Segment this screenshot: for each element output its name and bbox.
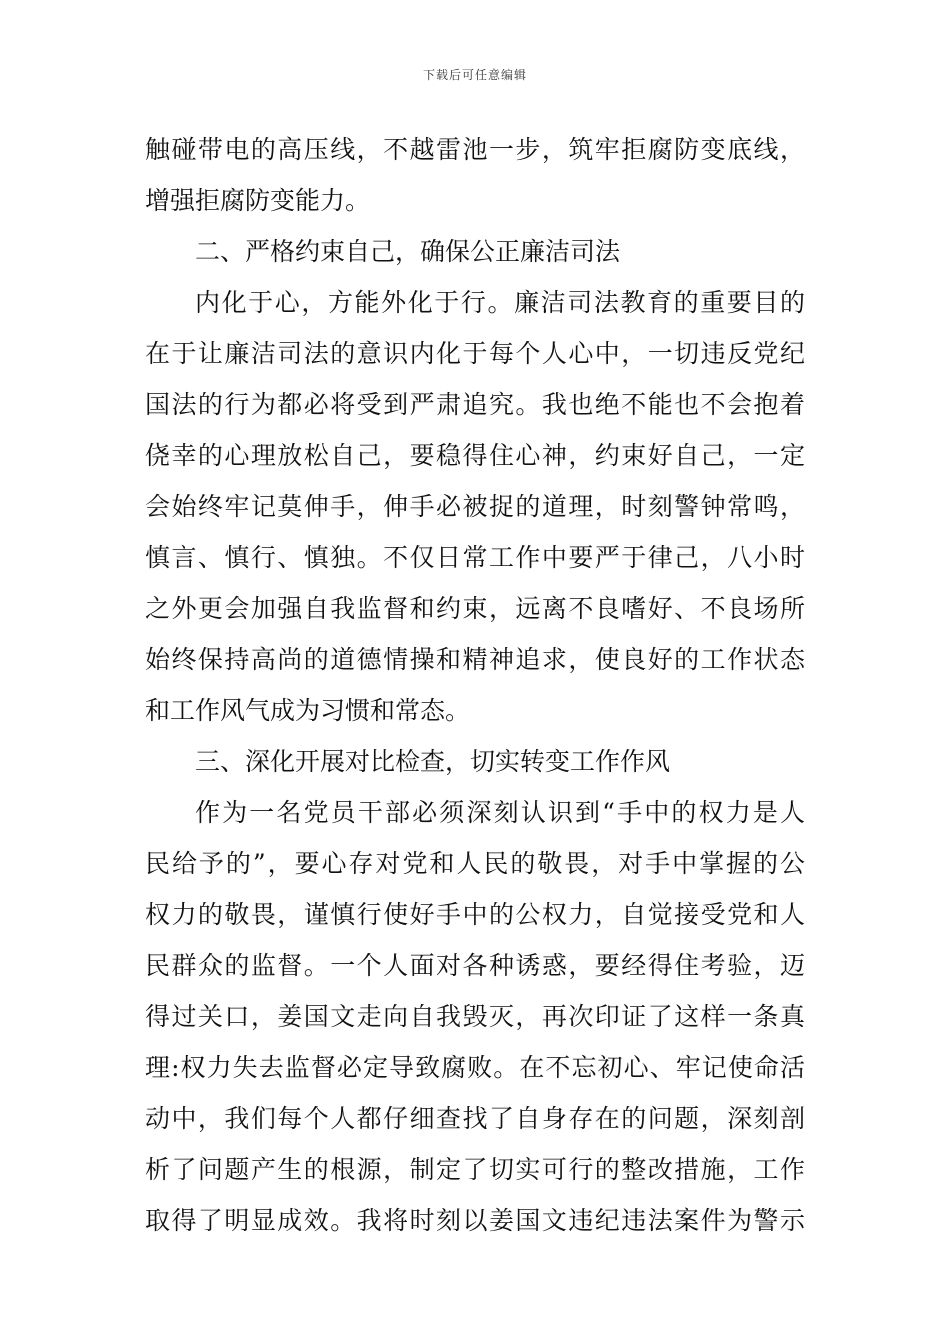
text-line: 动中，我们每个人都仔细查找了自身存在的问题，深刻剖: [145, 1104, 805, 1133]
text-line: 内化于心，方能外化于行。廉洁司法教育的重要目的: [195, 288, 805, 317]
text-line: 会始终牢记莫伸手，伸手必被捉的道理，时刻警钟常鸣，: [145, 492, 805, 521]
text-line: 侥幸的心理放松自己，要稳得住心神，约束好自己，一定: [145, 441, 805, 470]
text-line: 触碰带电的高压线，不越雷池一步，筑牢拒腐防变底线，: [145, 135, 805, 164]
text-line: 民群众的监督。一个人面对各种诱惑，要经得住考验，迈: [145, 951, 805, 980]
text-line: 民给予的”，要心存对党和人民的敬畏，对手中掌握的公: [145, 849, 805, 878]
text-line: 之外更会加强自我监督和约束，远离不良嗜好、不良场所: [145, 594, 805, 623]
text-line: 慎言、慎行、慎独。不仅日常工作中要严于律己，八小时: [145, 543, 805, 572]
text-line: 理:权力失去监督必定导致腐败。在不忘初心、牢记使命活: [145, 1053, 805, 1082]
document-body: [145, 124, 805, 1246]
text-line: 和工作风气成为习惯和常态。: [145, 696, 471, 725]
text-line: 取得了明显成效。我将时刻以姜国文违纪违法案件为警示: [145, 1206, 805, 1235]
text-line: 国法的行为都必将受到严肃追究。我也绝不能也不会抱着: [145, 390, 805, 419]
page-header: 下载后可任意编辑: [422, 68, 527, 82]
text-line: 在于让廉洁司法的意识内化于每个人心中，一切违反党纪: [145, 339, 805, 368]
text-line: 析了问题产生的根源，制定了切实可行的整改措施，工作: [145, 1155, 805, 1184]
text-line: 二、严格约束自己，确保公正廉洁司法: [195, 237, 621, 266]
text-line: 得过关口，姜国文走向自我毁灭，再次印证了这样一条真: [145, 1002, 805, 1031]
text-line: 三、深化开展对比检查，切实转变工作作风: [195, 747, 671, 776]
text-line: 始终保持高尚的道德情操和精神追求，使良好的工作状态: [145, 645, 805, 674]
text-line: 作为一名党员干部必须深刻认识到“手中的权力是人: [195, 798, 805, 827]
text-line: 增强拒腐防变能力。: [145, 186, 371, 215]
text-line: 权力的敬畏，谨慎行使好手中的公权力，自觉接受党和人: [145, 900, 805, 929]
